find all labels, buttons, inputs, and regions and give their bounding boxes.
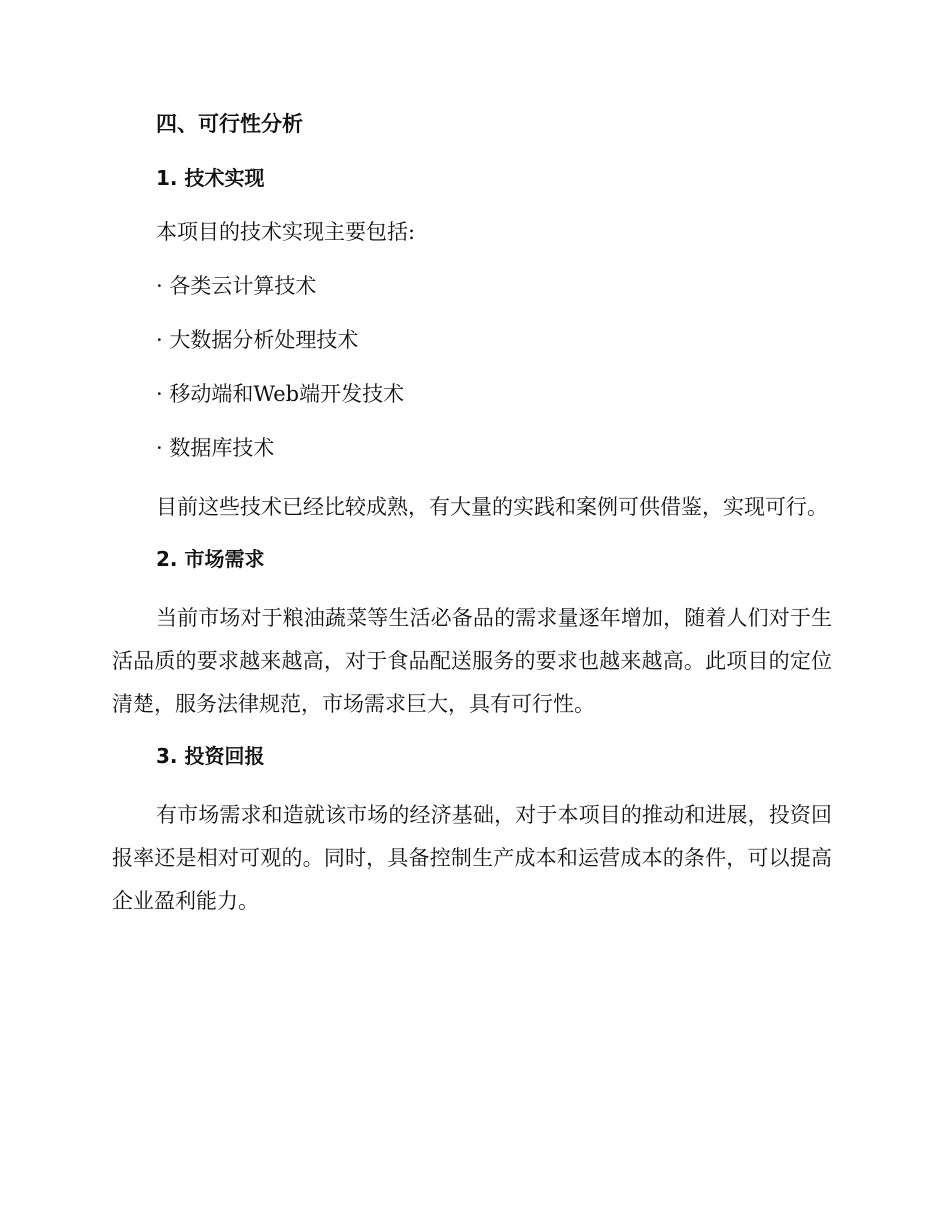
tech-conclusion: 目前这些技术已经比较成熟，有大量的实践和案例可供借鉴，实现可行。 (156, 495, 828, 519)
tech-item: · 大数据分析处理技术 (156, 328, 359, 352)
tech-item: · 各类云计算技术 (156, 274, 317, 298)
document-page (112, 108, 832, 935)
tech-heading: 1. 技术实现 (156, 166, 265, 190)
section-title: 四、可行性分析 (156, 112, 303, 136)
tech-item: · 移动端和Web端开发技术 (156, 382, 405, 406)
investment-body: 有市场需求和造就该市场的经济基础，对于本项目的推动和进展，投资回报率还是相对可观的。同时，具备控制生产成本和运营成本的条件，可以提高企业盈利能力。 (112, 803, 832, 913)
tech-intro: 本项目的技术实现主要包括: (156, 220, 416, 244)
investment-heading: 3. 投资回报 (156, 744, 265, 768)
tech-item: · 数据库技术 (156, 436, 275, 460)
market-body: 当前市场对于粮油蔬菜等生活必备品的需求量逐年增加，随着人们对于生活品质的要求越来越高，对于食品配送服务的要求也越来越高。此项目的定位清楚，服务法律规范，市场需求巨大，具有可行性。 (112, 606, 832, 716)
market-heading: 2. 市场需求 (156, 547, 265, 571)
